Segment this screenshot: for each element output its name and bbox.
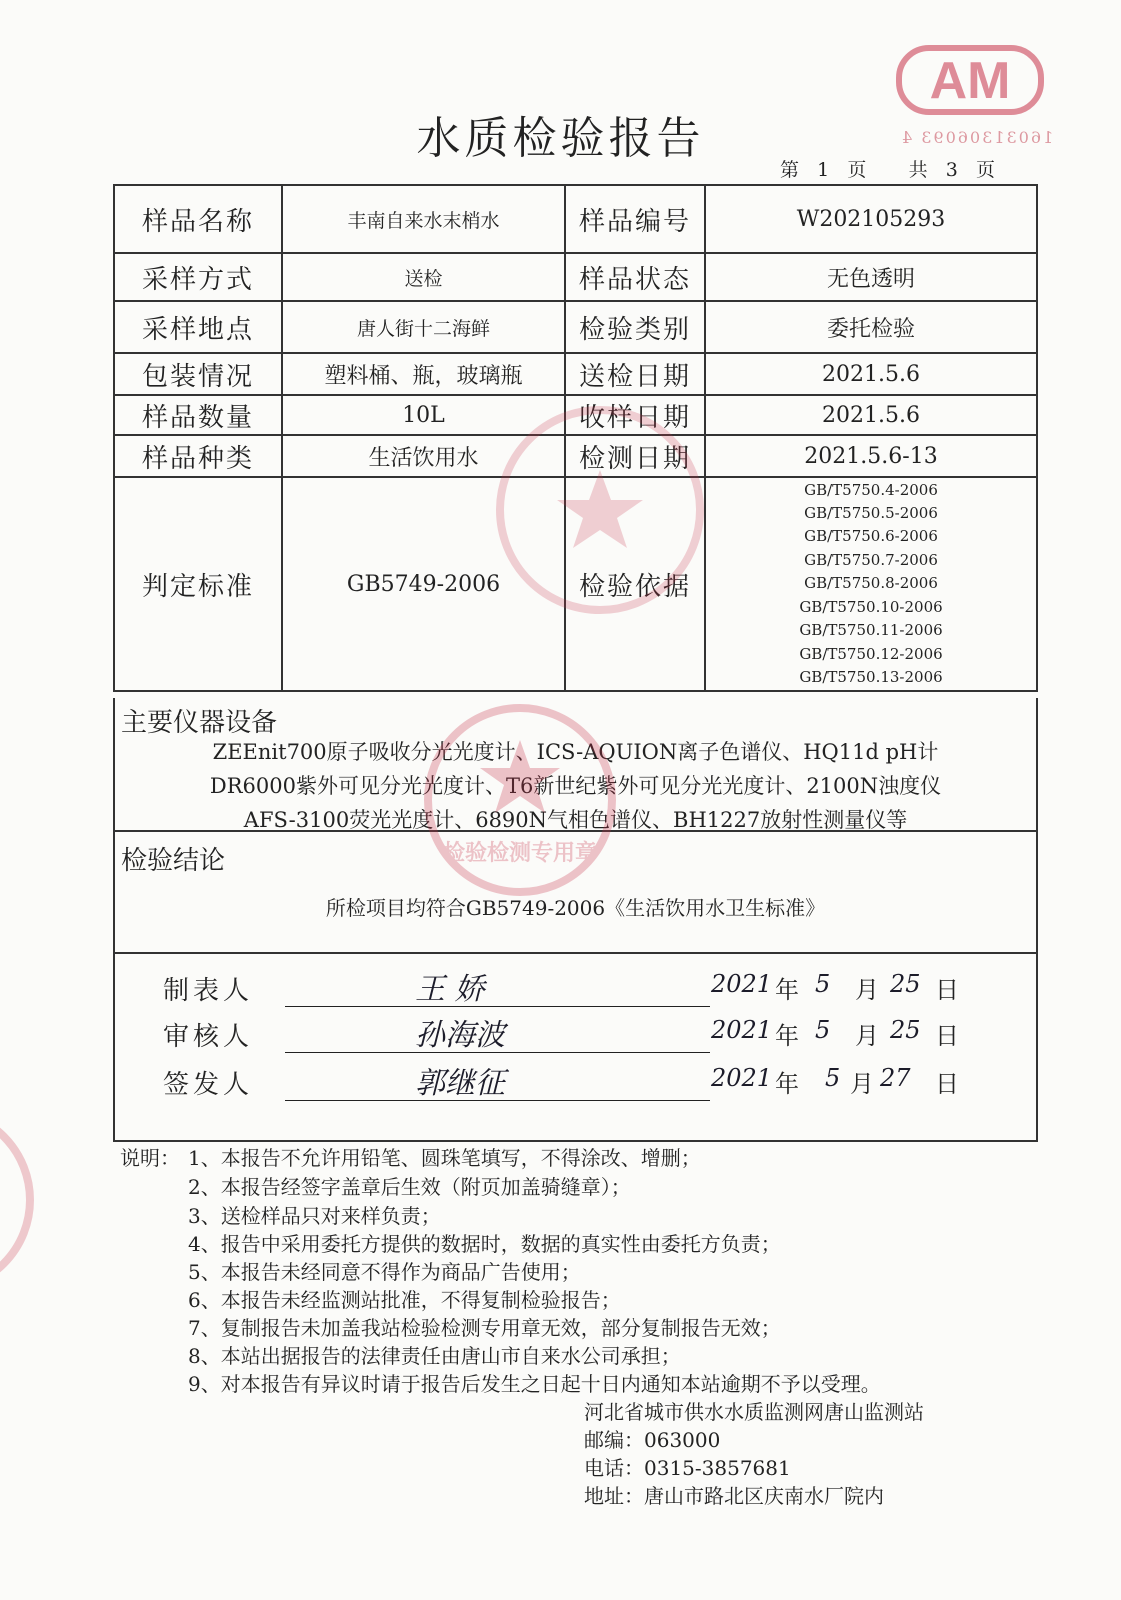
signature-row-issuer	[115, 1064, 1036, 1104]
label-inspection-type: 检验类别	[565, 301, 705, 353]
label-submission-date: 送检日期	[565, 353, 705, 395]
note-item: 1、本报告不允许用铅笔、圆珠笔填写，不得涂改、增删；	[188, 1146, 701, 1170]
label-packaging: 包装情况	[114, 353, 282, 395]
footer-phone: 电话：0315-3857681	[584, 1456, 791, 1480]
note-item: 6、本报告未经监测站批准，不得复制检验报告；	[188, 1288, 621, 1312]
label-sample-state: 样品状态	[565, 253, 705, 301]
value-judgment-standard: GB5749-2006	[282, 477, 565, 691]
standard-item: GB/T5750.13-2006	[799, 667, 943, 686]
value-test-basis-list	[705, 477, 1037, 691]
value-receipt-date: 2021.5.6	[705, 395, 1037, 435]
table-row	[114, 301, 1037, 353]
svg-text:AM: AM	[929, 52, 1011, 110]
svg-text:检验检测专用章: 检验检测专用章	[442, 841, 598, 866]
signature-label: 签发人	[163, 1070, 254, 1100]
note-item: 3、送检样品只对来样负责；	[188, 1204, 441, 1228]
footer-postcode: 邮编：063000	[584, 1428, 721, 1452]
am-certificate-number: 16031306093 4	[900, 128, 1054, 147]
equipment-line: DR6000紫外可见分光光度计、T6新世纪紫外可见分光光度计、2100N浊度仪	[209, 774, 942, 798]
equipment-line: AFS-3100荧光光度计、6890N气相色谱仪、BH1227放射性测量仪等	[243, 808, 908, 832]
sign-month: 5	[815, 970, 831, 998]
sign-year: 2021	[711, 1064, 773, 1092]
value-sample-name: 丰南自来水末梢水	[282, 185, 565, 253]
day-unit: 日	[935, 1022, 959, 1050]
label-sampling-method: 采样方式	[114, 253, 282, 301]
note-item: 2、本报告经签字盖章后生效（附页加盖骑缝章）；	[188, 1175, 631, 1199]
table-row	[114, 477, 1037, 691]
label-sampling-location: 采样地点	[114, 301, 282, 353]
label-sample-category: 样品种类	[114, 435, 282, 477]
handwritten-signature: 王 娇	[415, 972, 485, 1007]
signature-label: 审核人	[163, 1022, 254, 1052]
standard-item: GB/T5750.4-2006	[804, 480, 938, 499]
table-row	[114, 435, 1037, 477]
year-unit: 年	[775, 976, 799, 1004]
value-sampling-location: 唐人街十二海鲜	[282, 301, 565, 353]
label-receipt-date: 收样日期	[565, 395, 705, 435]
table-row	[114, 395, 1037, 435]
label-sample-name: 样品名称	[114, 185, 282, 253]
day-unit: 日	[935, 1070, 959, 1098]
sign-day: 25	[890, 970, 921, 998]
value-inspection-type: 委托检验	[705, 301, 1037, 353]
value-sample-number: W202105293	[705, 185, 1037, 253]
note-item: 5、本报告未经同意不得作为商品广告使用；	[188, 1260, 581, 1284]
month-unit: 月	[855, 976, 879, 1004]
signature-label: 制表人	[163, 976, 254, 1006]
value-sampling-method: 送检	[282, 253, 565, 301]
standard-item: GB/T5750.12-2006	[799, 644, 943, 663]
conclusion-section	[113, 832, 1038, 954]
document-title: 水质检验报告	[416, 113, 705, 164]
conclusion-heading: 检验结论	[121, 846, 226, 876]
day-unit: 日	[935, 976, 959, 1004]
label-sample-quantity: 样品数量	[114, 395, 282, 435]
note-item: 4、报告中采用委托方提供的数据时，数据的真实性由委托方负责；	[188, 1232, 781, 1256]
footer-organization: 河北省城市供水水质监测网唐山监测站	[584, 1400, 924, 1424]
edge-seal-fragment	[0, 1100, 60, 1300]
sign-day: 27	[880, 1064, 911, 1092]
label-test-basis: 检验依据	[565, 477, 705, 691]
equipment-line: ZEEnit700原子吸收分光光度计、ICS-AQUION离子色谱仪、HQ11d pH计	[212, 740, 939, 764]
year-unit: 年	[775, 1070, 799, 1098]
conclusion-text: 所检项目均符合GB5749-2006《生活饮用水卫生标准》	[325, 896, 826, 920]
value-test-date: 2021.5.6-13	[705, 435, 1037, 477]
sign-month: 5	[815, 1016, 831, 1044]
signature-row-preparer	[115, 970, 1036, 1010]
label-sample-number: 样品编号	[565, 185, 705, 253]
standard-item: GB/T5750.6-2006	[804, 527, 938, 546]
equipment-heading: 主要仪器设备	[121, 708, 278, 738]
note-item: 9、对本报告有异议时请于报告后发生之日起十日内通知本站逾期不予以受理。	[188, 1372, 881, 1396]
signature-row-reviewer	[115, 1016, 1036, 1056]
equipment-section	[113, 698, 1038, 832]
label-test-date: 检测日期	[565, 435, 705, 477]
value-packaging: 塑料桶、瓶，玻璃瓶	[282, 353, 565, 395]
standard-item: GB/T5750.10-2006	[799, 597, 943, 616]
label-judgment-standard: 判定标准	[114, 477, 282, 691]
month-unit: 月	[855, 1022, 879, 1050]
note-item: 8、本站出据报告的法律责任由唐山市自来水公司承担；	[188, 1344, 681, 1368]
table-row	[114, 253, 1037, 301]
value-sample-quantity: 10L	[282, 395, 565, 435]
notes-prefix: 说明：	[120, 1146, 180, 1170]
month-unit: 月	[850, 1070, 874, 1098]
table-row	[114, 185, 1037, 253]
sign-month: 5	[825, 1064, 841, 1092]
standard-item: GB/T5750.7-2006	[804, 550, 938, 569]
note-item: 7、复制报告未加盖我站检验检测专用章无效，部分复制报告无效；	[188, 1316, 781, 1340]
standard-item: GB/T5750.8-2006	[804, 574, 938, 593]
sample-info-table	[113, 184, 1038, 692]
signature-section	[113, 954, 1038, 1142]
standard-item: GB/T5750.11-2006	[799, 621, 943, 640]
value-sample-state: 无色透明	[705, 253, 1037, 301]
standard-item: GB/T5750.5-2006	[804, 504, 938, 523]
value-sample-category: 生活饮用水	[282, 435, 565, 477]
sign-year: 2021	[711, 970, 773, 998]
handwritten-signature: 孙海波	[415, 1018, 505, 1053]
footer-address: 地址：唐山市路北区庆南水厂院内	[584, 1484, 884, 1508]
sign-year: 2021	[711, 1016, 773, 1044]
table-row	[114, 353, 1037, 395]
value-submission-date: 2021.5.6	[705, 353, 1037, 395]
year-unit: 年	[775, 1022, 799, 1050]
page-indicator: 第 1 页 共 3 页	[780, 159, 996, 181]
signature-line	[285, 1006, 710, 1007]
handwritten-signature: 郭继征	[415, 1066, 505, 1101]
sign-day: 25	[890, 1016, 921, 1044]
